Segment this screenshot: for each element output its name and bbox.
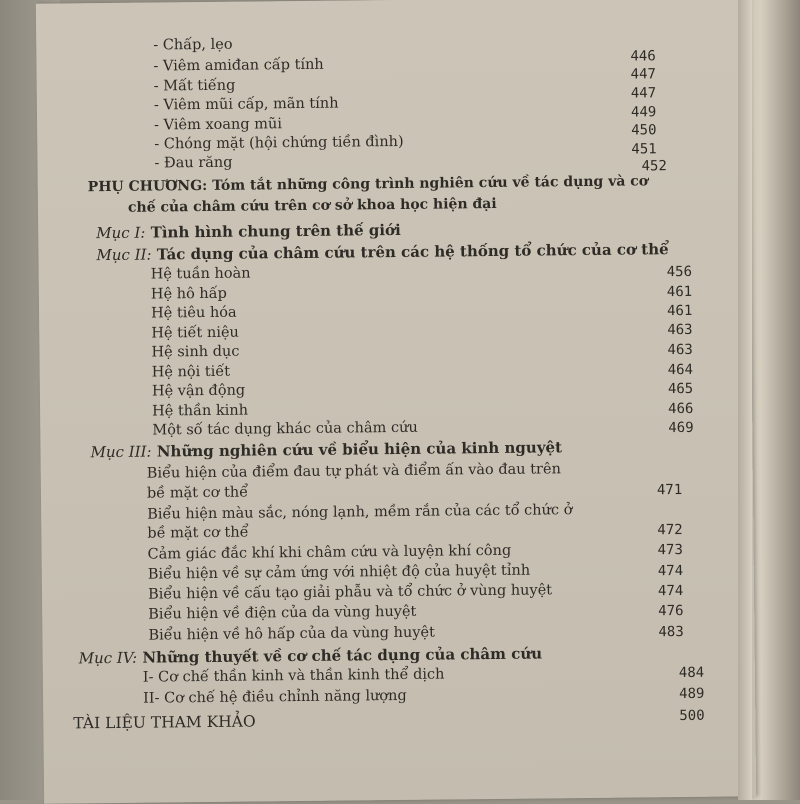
toc-item: Một số tác dụng khác của châm cứu bbox=[152, 419, 418, 439]
toc-item: Hệ thần kinh bbox=[152, 402, 249, 420]
toc-item: Biểu hiện về sự cảm ứng với nhiệt độ của huyệt tỉnh bbox=[147, 562, 531, 583]
toc-page-number: 500 bbox=[679, 707, 705, 725]
toc-item: - Viêm amiđan cấp tính bbox=[153, 56, 324, 75]
toc-item: I- Cơ chế thần kinh và thần kinh thể dịch bbox=[142, 666, 445, 686]
toc-page-number: 463 bbox=[667, 321, 693, 339]
toc-page-number: 473 bbox=[657, 542, 683, 559]
toc-page-number: 483 bbox=[658, 624, 684, 641]
book-page bbox=[36, 0, 756, 804]
toc-item: Biểu hiện màu sắc, nóng lạnh, mềm rắn của các tổ chức ở bbox=[147, 502, 573, 523]
references-heading: TÀI LIỆU THAM KHẢO bbox=[73, 712, 256, 733]
toc-page-number: 449 bbox=[630, 104, 657, 121]
toc-page-number: 474 bbox=[657, 563, 684, 580]
section-title: Tác dụng của châm cứu trên các hệ thống tổ chức của cơ thể bbox=[156, 240, 669, 264]
toc-page-number: 446 bbox=[630, 48, 656, 65]
toc-page-number: 474 bbox=[657, 583, 684, 600]
toc-item: Hệ hô hấp bbox=[150, 285, 227, 303]
section-heading bbox=[79, 644, 543, 667]
toc-page-number: 489 bbox=[679, 685, 705, 703]
toc-item: Biểu hiện về cấu tạo giải phẫu và tổ chức ở vùng huyệt bbox=[147, 582, 553, 603]
toc-item: Hệ nội tiết bbox=[151, 363, 231, 381]
toc-item: Cảm giác đắc khí khi châm cứu và luyện khí công bbox=[147, 542, 512, 563]
toc-item: Biểu hiện về điện của da vùng huyệt bbox=[148, 603, 417, 623]
toc-page-number: 464 bbox=[667, 361, 694, 379]
toc-page-number: 450 bbox=[631, 122, 657, 139]
toc-item: - Chóng mặt (hội chứng tiền đình) bbox=[154, 133, 404, 153]
section-label: Mục I: bbox=[96, 223, 146, 243]
section-label: Mục III: bbox=[90, 442, 152, 462]
toc-item-continued: bề mặt cơ thể bbox=[147, 524, 249, 542]
section-title: Những thuyết về cơ chế tác dụng của châm cứu bbox=[142, 644, 543, 667]
toc-item: Hệ tiết niệu bbox=[151, 324, 239, 342]
toc-page-number: 476 bbox=[658, 603, 684, 620]
toc-page-number: 465 bbox=[667, 380, 694, 398]
toc-page-number: 469 bbox=[668, 419, 694, 437]
section-heading bbox=[96, 221, 401, 242]
toc-item: - Viêm xoang mũi bbox=[154, 116, 283, 134]
toc-item: - Mất tiếng bbox=[153, 77, 236, 95]
section-label: Mục II: bbox=[96, 245, 152, 265]
appendix-heading: PHỤ CHƯƠNG: Tóm tắt những công trình nghiên cứu về tác dụng và cơ bbox=[87, 173, 649, 196]
toc-page-number: 466 bbox=[668, 400, 694, 418]
section-label: Mục IV: bbox=[78, 648, 138, 668]
toc-item: Biểu hiện về hô hấp của da vùng huyệt bbox=[148, 624, 435, 644]
section-title: Những nghiên cứu về biểu hiện của kinh nguyệt bbox=[156, 438, 563, 461]
section-title: Tình hình chung trên thế giới bbox=[150, 220, 401, 242]
appendix-heading: chế của châm cứu trên cơ sở khoa học hiện đại bbox=[127, 195, 497, 216]
toc-page-number: 451 bbox=[631, 141, 657, 158]
toc-item-continued: bề mặt cơ thể bbox=[146, 484, 249, 502]
toc-item: II- Cơ chế hệ điều chỉnh năng lượng bbox=[143, 687, 407, 707]
toc-item: Hệ sinh dục bbox=[151, 343, 240, 361]
toc-item: Hệ tiêu hóa bbox=[150, 304, 237, 322]
toc-item: Biểu hiện của điểm đau tự phát và điểm ấn vào đau trên bbox=[146, 461, 561, 482]
page-edge bbox=[738, 0, 752, 800]
toc-page-number: 484 bbox=[678, 664, 705, 682]
toc-page-number: 463 bbox=[667, 341, 693, 359]
toc-item: Hệ vận động bbox=[151, 382, 246, 400]
toc-page-number: 471 bbox=[656, 482, 683, 499]
toc-item: - Chấp, lẹo bbox=[153, 36, 233, 54]
toc-item: - Đau răng bbox=[154, 154, 233, 172]
toc-page-number: 461 bbox=[667, 302, 693, 320]
section-heading bbox=[96, 240, 668, 264]
section-heading bbox=[90, 438, 562, 461]
toc-item: Hệ tuần hoàn bbox=[150, 265, 251, 283]
toc-page-number: 447 bbox=[630, 66, 656, 83]
toc-page-number: 447 bbox=[630, 85, 657, 102]
toc-page-number: 461 bbox=[666, 283, 693, 301]
toc-page-number: 452 bbox=[641, 158, 667, 175]
toc-page-number: 472 bbox=[657, 522, 683, 539]
toc-item: - Viêm mũi cấp, mãn tính bbox=[153, 95, 339, 114]
toc-page-number: 456 bbox=[666, 263, 693, 281]
